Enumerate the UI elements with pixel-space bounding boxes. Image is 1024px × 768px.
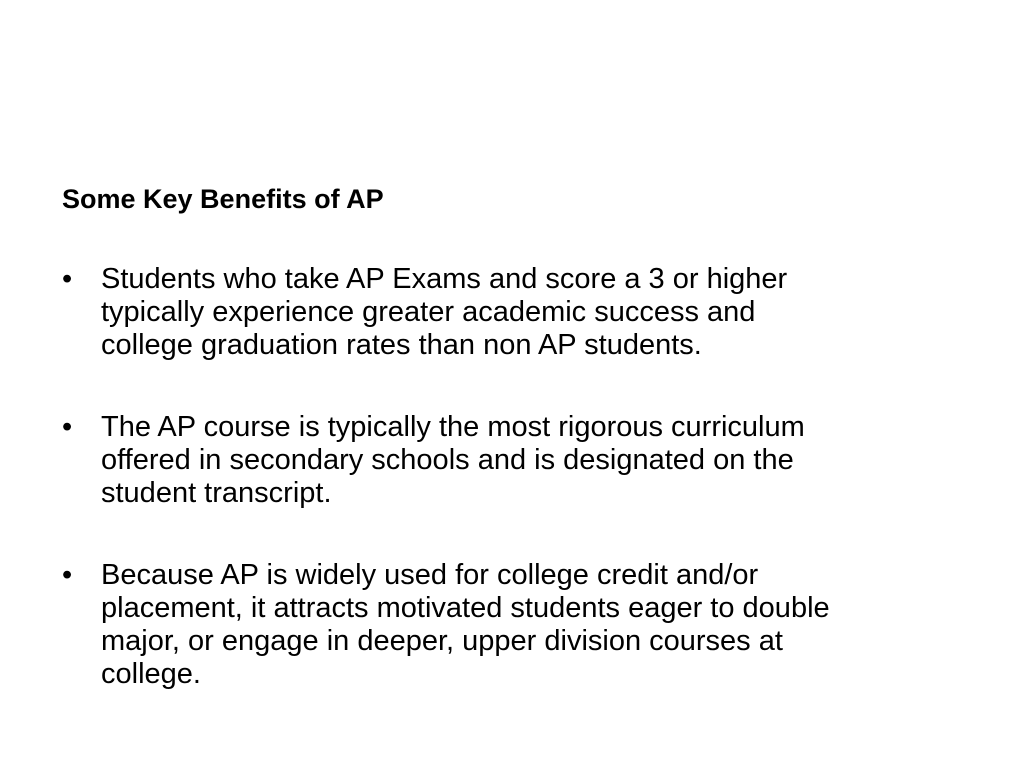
bullet-text-line: offered in secondary schools and is designated on the	[101, 444, 794, 476]
slide-heading: Some Key Benefits of AP	[62, 184, 384, 214]
bullet-text-line: typically experience greater academic success and	[101, 296, 756, 328]
bullet-icon: •	[62, 263, 73, 295]
bullet-icon: •	[62, 559, 73, 591]
bullet-text-line: Because AP is widely used for college credit and/or	[101, 559, 759, 591]
bullet-text-line: student transcript.	[101, 477, 332, 509]
bullet-text-line: college graduation rates than non AP students.	[101, 329, 702, 361]
bullet-text-line: Students who take AP Exams and score a 3 or higher	[101, 263, 788, 295]
bullet-item	[62, 263, 982, 362]
bullet-text-line: placement, it attracts motivated students eager to double	[101, 592, 830, 624]
bullet-text-line: college.	[101, 658, 201, 690]
bullet-item	[62, 559, 982, 691]
bullet-text-line: major, or engage in deeper, upper division courses at	[101, 625, 783, 657]
bullet-list	[62, 263, 982, 691]
bullet-icon: •	[62, 411, 73, 443]
bullet-text-line: The AP course is typically the most rigorous curriculum	[101, 411, 805, 443]
bullet-item	[62, 411, 982, 510]
